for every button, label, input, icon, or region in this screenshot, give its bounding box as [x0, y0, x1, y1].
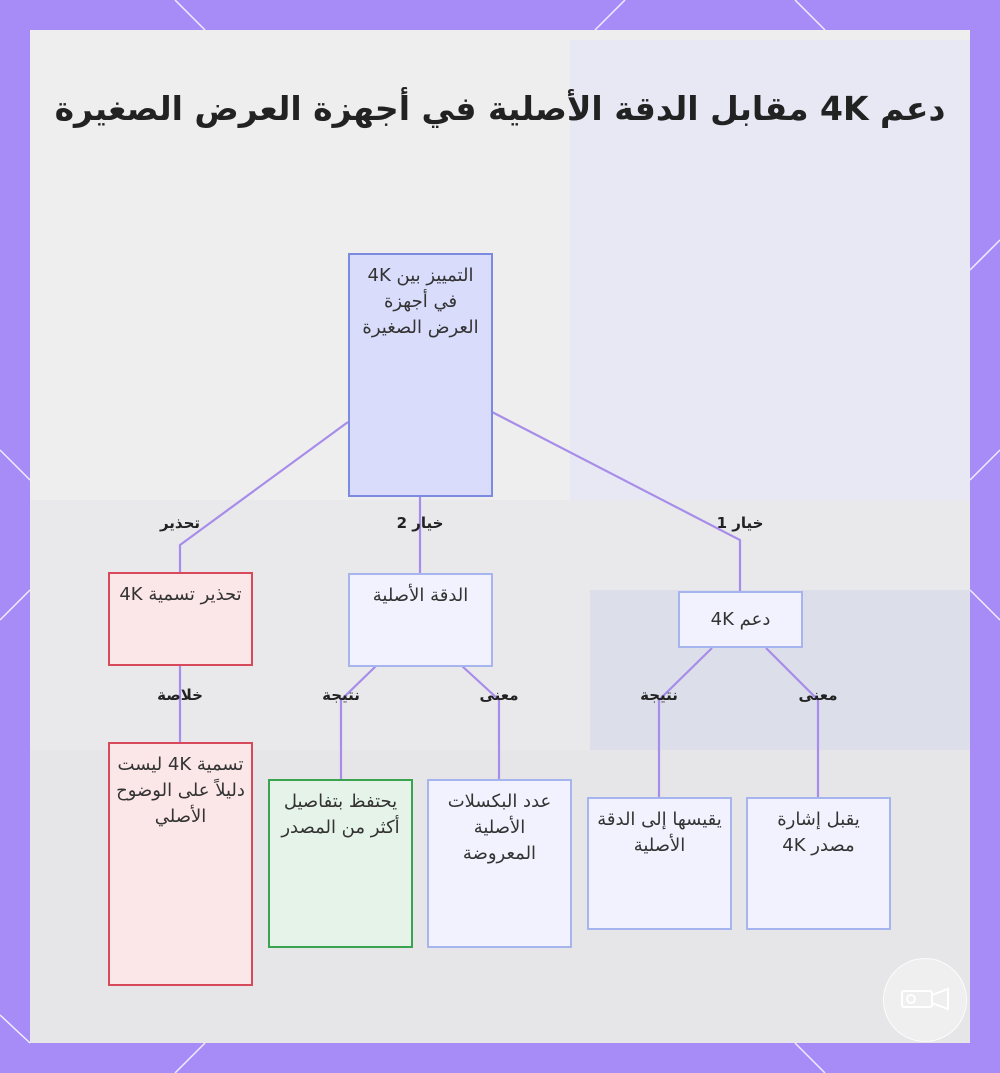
edge-label-conclusion: خلاصة — [157, 686, 203, 704]
node-native-pixel-count: عدد البكسلات الأصلية المعروضة — [427, 779, 572, 948]
node-4k-label-warning: تحذير تسمية 4K — [108, 572, 253, 666]
edge-label-meaning-2: معنى — [479, 686, 519, 704]
projector-logo-icon — [883, 958, 967, 1042]
edge-native-retains — [341, 666, 376, 779]
node-root: التمييز بين 4K في أجهزة العرض الصغيرة — [348, 253, 493, 497]
diagram-title: دعم 4K مقابل الدقة الأصلية في أجهزة العرض الصغيرة — [54, 89, 946, 128]
edge-label-option-1: خيار 1 — [716, 514, 764, 532]
edge-label-option-2: خيار 2 — [396, 514, 444, 532]
edge-label-warning: تحذير — [159, 514, 201, 532]
edge-label-result-1: نتيجة — [640, 686, 678, 704]
node-label-not-proof: تسمية 4K ليست دليلاً على الوضوح الأصلي — [108, 742, 253, 986]
edge-label-result-2: نتيجة — [322, 686, 360, 704]
node-retains-more-detail: يحتفظ بتفاصيل أكثر من المصدر — [268, 779, 413, 948]
node-accepts-4k-signal: يقبل إشارة مصدر 4K — [746, 797, 891, 930]
node-scales-to-native: يقيسها إلى الدقة الأصلية — [587, 797, 732, 930]
edge-root-support4k — [492, 412, 740, 591]
edge-support4k-scales — [659, 648, 712, 797]
node-native-resolution: الدقة الأصلية — [348, 573, 493, 667]
node-support-4k: دعم 4K — [678, 591, 803, 648]
edge-support4k-accepts — [766, 648, 818, 797]
edge-root-warning — [180, 422, 348, 572]
edge-native-pixels — [462, 666, 499, 779]
edge-label-meaning-1: معنى — [798, 686, 838, 704]
